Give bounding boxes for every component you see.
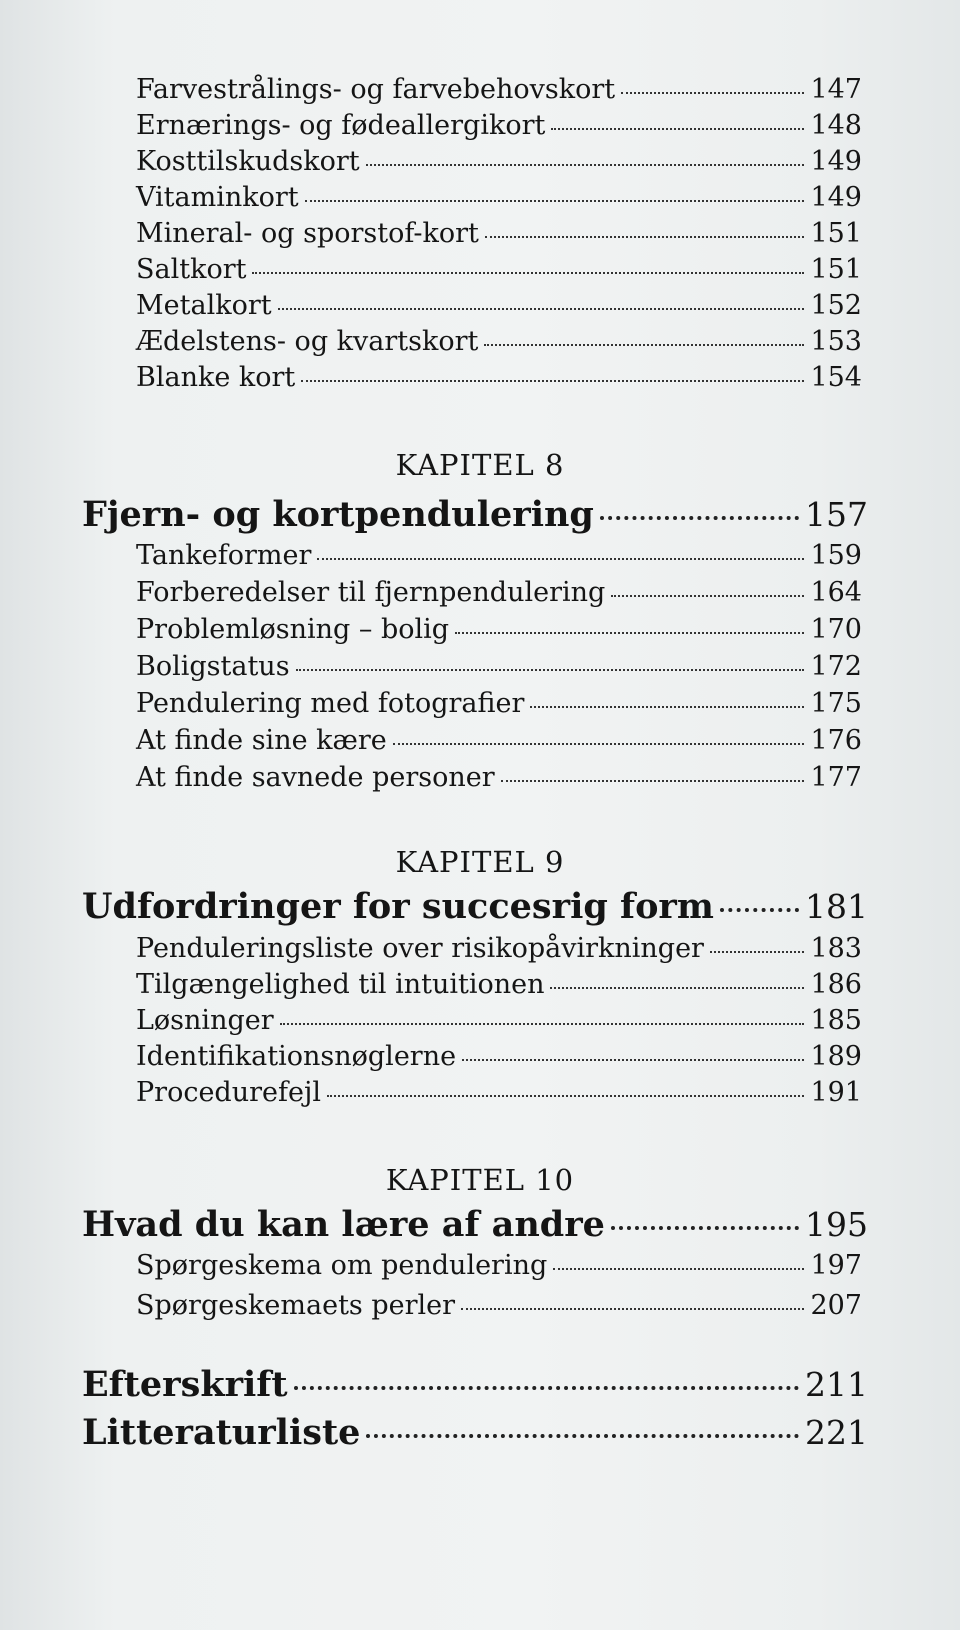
toc-entry-page: 191 bbox=[810, 1077, 862, 1108]
dot-leader bbox=[366, 1434, 799, 1438]
toc-entry bbox=[136, 182, 862, 213]
toc-entry bbox=[136, 651, 862, 682]
back-matter-title: Litteraturliste bbox=[82, 1412, 361, 1453]
toc-entry bbox=[136, 540, 862, 571]
dot-leader bbox=[296, 669, 805, 671]
chapter-heading bbox=[82, 1204, 868, 1245]
toc-entry bbox=[136, 254, 862, 285]
toc-entry-title: Tankeformer bbox=[136, 540, 312, 571]
dot-leader bbox=[301, 380, 804, 382]
toc-entry-title: Problemløsning – bolig bbox=[136, 614, 450, 645]
toc-entry-title: Kosttilskudskort bbox=[136, 146, 360, 177]
toc-entry-title: Identifikationsnøglerne bbox=[136, 1041, 457, 1072]
back-matter-title: Efterskrift bbox=[82, 1364, 288, 1405]
toc-entry bbox=[136, 762, 862, 793]
dot-leader bbox=[327, 1095, 804, 1097]
toc-entry bbox=[136, 577, 862, 608]
toc-entry bbox=[136, 362, 862, 393]
toc-entry-page: 154 bbox=[810, 362, 862, 393]
dot-leader bbox=[720, 908, 799, 912]
toc-entry-title: Tilgængelighed til intuitionen bbox=[136, 969, 545, 1000]
dot-leader bbox=[461, 1308, 804, 1310]
toc-entry bbox=[136, 218, 862, 249]
chapter-heading bbox=[82, 494, 868, 535]
toc-entry-page: 183 bbox=[810, 933, 862, 964]
toc-back-matter-entry bbox=[82, 1364, 868, 1405]
toc-entry-page: 185 bbox=[810, 1005, 862, 1036]
dot-leader bbox=[294, 1386, 799, 1390]
toc-entry bbox=[136, 688, 862, 719]
toc-entry-page: 189 bbox=[810, 1041, 862, 1072]
toc-entry-page: 186 bbox=[810, 969, 862, 1000]
toc-back-matter-entry bbox=[82, 1412, 868, 1453]
toc-entry-page: 176 bbox=[810, 725, 862, 756]
toc-entry bbox=[136, 290, 862, 321]
toc-entry-title: Metalkort bbox=[136, 290, 272, 321]
toc-entry-page: 149 bbox=[810, 182, 862, 213]
chapter-label: KAPITEL 10 bbox=[385, 1163, 575, 1197]
toc-entry-page: 151 bbox=[810, 218, 862, 249]
toc-entry-page: 147 bbox=[810, 74, 862, 105]
toc-entry-title: Spørgeskema om pendulering bbox=[136, 1250, 548, 1281]
back-matter-page: 211 bbox=[805, 1365, 868, 1404]
back-matter-page: 221 bbox=[805, 1413, 868, 1452]
toc-entry-page: 164 bbox=[810, 577, 862, 608]
toc-entry-page: 170 bbox=[810, 614, 862, 645]
toc-entry-page: 197 bbox=[810, 1250, 862, 1281]
toc-entry bbox=[136, 1077, 862, 1108]
dot-leader bbox=[611, 595, 804, 597]
dot-leader bbox=[280, 1023, 805, 1025]
toc-entry bbox=[136, 614, 862, 645]
toc-entry bbox=[136, 969, 862, 1000]
chapter-label: KAPITEL 8 bbox=[395, 448, 565, 482]
dot-leader bbox=[553, 1268, 804, 1270]
dot-leader bbox=[252, 272, 804, 274]
toc-entry-title: Farvestrålings- og farvebehovskort bbox=[136, 74, 616, 105]
toc-entry-page: 175 bbox=[810, 688, 862, 719]
toc-entry-title: Ernærings- og fødeallergikort bbox=[136, 110, 546, 141]
toc-entry-title: Penduleringsliste over risikopåvirkninger bbox=[136, 933, 704, 964]
toc-entry bbox=[136, 933, 862, 964]
chapter-label: KAPITEL 9 bbox=[395, 845, 565, 879]
toc-entry bbox=[136, 1005, 862, 1036]
toc-entry-title: Saltkort bbox=[136, 254, 247, 285]
dot-leader bbox=[366, 164, 805, 166]
toc-entry-title: At finde savnede personer bbox=[136, 762, 495, 793]
chapter-heading-title: Fjern- og kortpendulering bbox=[82, 494, 594, 535]
toc-entry-page: 153 bbox=[810, 326, 862, 357]
chapter-heading-title: Udfordringer for succesrig form bbox=[82, 886, 714, 927]
toc-entry bbox=[136, 1290, 862, 1321]
toc-entry-page: 149 bbox=[810, 146, 862, 177]
dot-leader bbox=[550, 987, 804, 989]
dot-leader bbox=[551, 128, 804, 130]
dot-leader bbox=[278, 308, 805, 310]
toc-entry-title: Mineral- og sporstof-kort bbox=[136, 218, 479, 249]
chapter-heading-page: 157 bbox=[805, 495, 868, 534]
toc-entry-page: 152 bbox=[810, 290, 862, 321]
chapter-heading-page: 195 bbox=[805, 1205, 868, 1244]
toc-entry bbox=[136, 146, 862, 177]
toc-entry-page: 207 bbox=[810, 1290, 862, 1321]
chapter-heading-page: 181 bbox=[805, 887, 868, 926]
dot-leader bbox=[710, 951, 804, 953]
toc-entry bbox=[136, 110, 862, 141]
toc-entry-title: Pendulering med fotografier bbox=[136, 688, 525, 719]
chapter-heading-title: Hvad du kan lære af andre bbox=[82, 1204, 605, 1245]
chapter-heading bbox=[82, 886, 868, 927]
dot-leader bbox=[530, 706, 804, 708]
toc-entry-title: Blanke kort bbox=[136, 362, 296, 393]
toc-entry-title: At finde sine kære bbox=[136, 725, 387, 756]
dot-leader bbox=[600, 516, 799, 520]
toc-entry-page: 172 bbox=[810, 651, 862, 682]
toc-entry-title: Spørgeskemaets perler bbox=[136, 1290, 456, 1321]
dot-leader bbox=[393, 743, 805, 745]
toc-entry-title: Procedurefejl bbox=[136, 1077, 321, 1108]
toc-entry-title: Vitaminkort bbox=[136, 182, 299, 213]
toc-entry-page: 159 bbox=[810, 540, 862, 571]
toc-entry bbox=[136, 1041, 862, 1072]
toc-entry-title: Løsninger bbox=[136, 1005, 274, 1036]
toc-entry-title: Forberedelser til fjernpendulering bbox=[136, 577, 606, 608]
dot-leader bbox=[484, 344, 804, 346]
toc-entry bbox=[136, 74, 862, 105]
dot-leader bbox=[485, 236, 805, 238]
dot-leader bbox=[455, 632, 804, 634]
toc-entry-page: 177 bbox=[810, 762, 862, 793]
toc-entry-page: 151 bbox=[810, 254, 862, 285]
toc-entry-title: Ædelstens- og kvartskort bbox=[136, 326, 479, 357]
toc-entry-title: Boligstatus bbox=[136, 651, 290, 682]
toc-entry bbox=[136, 326, 862, 357]
dot-leader bbox=[462, 1059, 804, 1061]
toc-entry bbox=[136, 1250, 862, 1281]
dot-leader bbox=[621, 92, 804, 94]
dot-leader bbox=[611, 1226, 799, 1230]
toc-entry bbox=[136, 725, 862, 756]
dot-leader bbox=[305, 200, 805, 202]
dot-leader bbox=[317, 558, 804, 560]
dot-leader bbox=[501, 780, 805, 782]
toc-entry-page: 148 bbox=[810, 110, 862, 141]
